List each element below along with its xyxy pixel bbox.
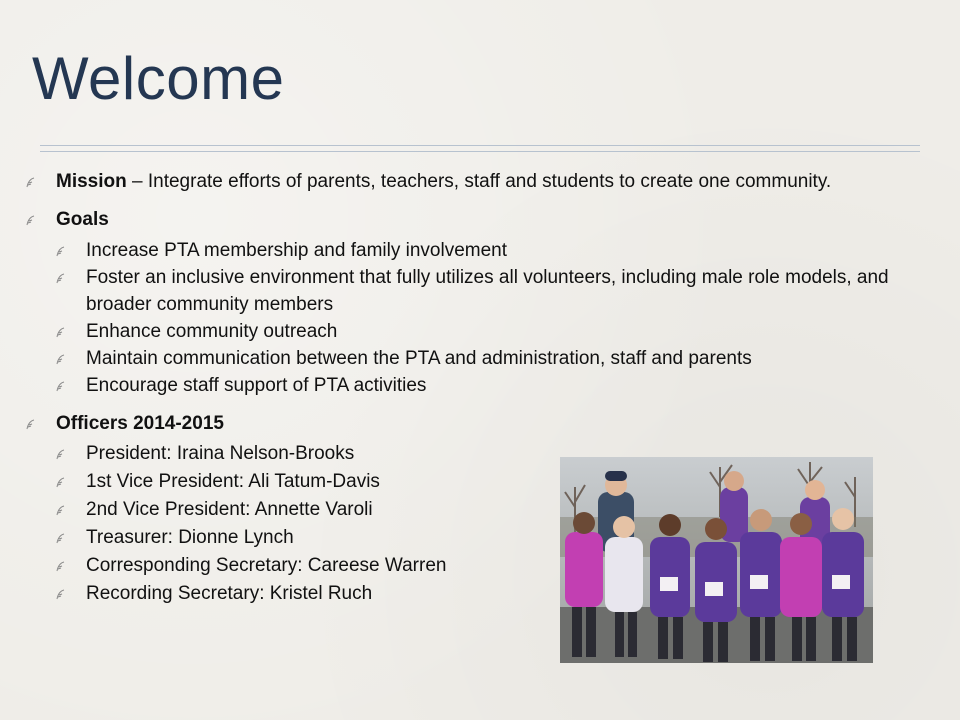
feather-bullet-icon [56, 477, 66, 488]
group-photo [560, 457, 873, 663]
feather-bullet-icon [26, 419, 36, 430]
officer-text: 1st Vice President: Ali Tatum-Davis [86, 471, 380, 492]
slide-title: Welcome [32, 45, 285, 112]
feather-bullet-icon [56, 589, 66, 600]
feather-bullet-icon [56, 505, 66, 516]
mission-label: Mission [56, 171, 127, 192]
goal-item [24, 237, 904, 264]
feather-bullet-icon [56, 246, 66, 257]
officer-text: Treasurer: Dionne Lynch [86, 527, 294, 548]
officer-text: President: Iraina Nelson-Brooks [86, 443, 355, 464]
title-divider-bottom [40, 151, 920, 152]
goal-text: Foster an inclusive environment that fully utilizes all volunteers, including male role models, and broader community members [86, 267, 889, 315]
mission-item [24, 168, 904, 195]
feather-bullet-icon [56, 381, 66, 392]
goal-text: Maintain communication between the PTA and administration, staff and parents [86, 348, 752, 369]
goals-label: Goals [56, 209, 109, 230]
goal-text: Increase PTA membership and family involvement [86, 240, 507, 261]
goal-text: Encourage staff support of PTA activities [86, 375, 427, 396]
feather-bullet-icon [26, 215, 36, 226]
feather-bullet-icon [56, 561, 66, 572]
feather-bullet-icon [26, 177, 36, 188]
officers-label: Officers 2014-2015 [56, 413, 224, 434]
goal-item [24, 318, 904, 345]
officer-text: Recording Secretary: Kristel Ruch [86, 583, 373, 604]
officer-text: 2nd Vice President: Annette Varoli [86, 499, 373, 520]
feather-bullet-icon [56, 449, 66, 460]
mission-text: – Integrate efforts of parents, teachers, staff and students to create one community. [126, 171, 832, 192]
feather-bullet-icon [56, 354, 66, 365]
goal-item [24, 264, 904, 318]
goals-list [24, 237, 904, 399]
goal-item [24, 345, 904, 372]
feather-bullet-icon [56, 327, 66, 338]
group-photo-illustration [560, 457, 873, 663]
feather-bullet-icon [56, 533, 66, 544]
officers-heading [24, 410, 904, 437]
title-divider-top [40, 145, 920, 146]
goal-item [24, 372, 904, 399]
goals-heading [24, 206, 904, 233]
officer-text: Corresponding Secretary: Careese Warren [86, 555, 447, 576]
feather-bullet-icon [56, 273, 66, 284]
goal-text: Enhance community outreach [86, 321, 338, 342]
